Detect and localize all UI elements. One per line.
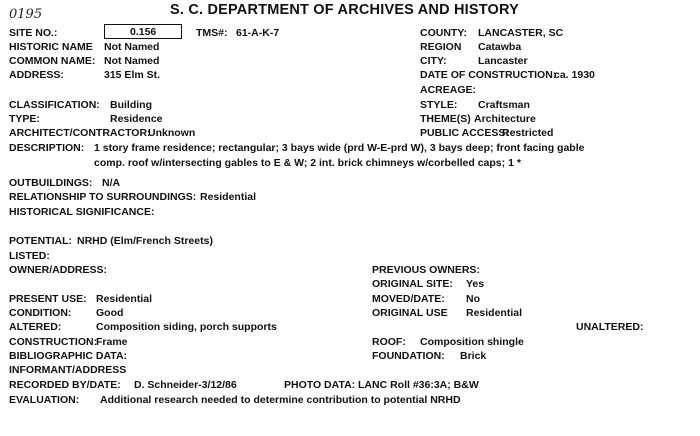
classification-label: CLASSIFICATION:: [9, 99, 100, 111]
style-value: Craftsman: [478, 99, 530, 111]
listed-label: LISTED:: [9, 250, 50, 262]
common-name-value: Not Named: [104, 55, 160, 67]
relationship-value: Residential: [200, 191, 257, 203]
evaluation-label: EVALUATION:: [9, 394, 80, 406]
present-use-value: Residential: [96, 293, 153, 305]
city-label: CITY:: [420, 55, 447, 67]
type-label: TYPE:: [9, 113, 40, 125]
historical-significance-label: HISTORICAL SIGNIFICANCE:: [9, 206, 155, 218]
relationship-label: RELATIONSHIP TO SURROUNDINGS:: [9, 191, 197, 203]
site-no-value: 0.156: [130, 26, 157, 38]
original-use-label: ORIGINAL USE: [372, 307, 448, 319]
owner-address-label: OWNER/ADDRESS:: [9, 264, 108, 276]
description-line-1: 1 story frame residence; rectangular; 3 bays wide (prd W-E-prd W), 3 bays deep; front facing gable: [94, 142, 585, 154]
classification-value: Building: [110, 99, 152, 111]
recorded-value: D. Schneider-3/12/86: [134, 379, 237, 391]
historic-name-label: HISTORIC NAME: [9, 41, 93, 53]
present-use-label: PRESENT USE:: [9, 293, 87, 305]
description-line-2: comp. roof w/intersecting gables to E & W; 2 int. brick chimneys w/corbelled caps; 1 *: [94, 157, 521, 169]
form-title: S. C. DEPARTMENT OF ARCHIVES AND HISTORY: [170, 2, 520, 18]
previous-owners-label: PREVIOUS OWNERS:: [372, 264, 480, 276]
roof-label: ROOF:: [372, 336, 406, 348]
recorded-label: RECORDED BY/DATE:: [9, 379, 121, 391]
informant-label: INFORMANT/ADDRESS: [9, 364, 127, 376]
handwritten-id: 0195: [9, 7, 43, 22]
potential-label: POTENTIAL:: [9, 235, 72, 247]
type-value: Residence: [110, 113, 163, 125]
evaluation-value: Additional research needed to determine contribution to potential NRHD: [100, 394, 461, 406]
photo-data-label: PHOTO DATA:: [284, 379, 356, 391]
architect-value: Unknown: [148, 127, 196, 139]
bibliographic-label: BIBLIOGRAPHIC DATA:: [9, 350, 128, 362]
address-value: 315 Elm St.: [104, 69, 161, 81]
architect-label: ARCHITECT/CONTRACTOR:: [9, 127, 151, 139]
acreage-label: ACREAGE:: [420, 84, 477, 96]
altered-label: ALTERED:: [9, 321, 62, 333]
original-site-label: ORIGINAL SITE:: [372, 278, 453, 290]
construction-label: CONSTRUCTION:: [9, 336, 98, 348]
city-value: Lancaster: [478, 55, 528, 67]
county-label: COUNTY:: [420, 27, 468, 39]
moved-date-value: No: [466, 293, 480, 305]
tms-value: 61-A-K-7: [236, 27, 280, 39]
foundation-label: FOUNDATION:: [372, 350, 445, 362]
county-value: LANCASTER, SC: [478, 27, 564, 39]
moved-date-label: MOVED/DATE:: [372, 293, 445, 305]
altered-value: Composition siding, porch supports: [96, 321, 277, 333]
themes-label: THEME(S): [420, 113, 471, 125]
original-site-value: Yes: [466, 278, 485, 290]
region-label: REGION: [420, 41, 462, 53]
condition-label: CONDITION:: [9, 307, 72, 319]
address-label: ADDRESS:: [9, 69, 64, 81]
construction-value: Frame: [96, 336, 128, 348]
public-access-label: PUBLIC ACCESS:: [420, 127, 509, 139]
construction-date-value: ca. 1930: [554, 69, 595, 81]
themes-value: Architecture: [474, 113, 536, 125]
site-no-label: SITE NO.:: [9, 27, 58, 39]
foundation-value: Brick: [460, 350, 487, 362]
construction-date-label: DATE OF CONSTRUCTION:: [420, 69, 557, 81]
tms-label: TMS#:: [196, 27, 228, 39]
description-label: DESCRIPTION:: [9, 142, 85, 154]
common-name-label: COMMON NAME:: [9, 55, 96, 67]
historic-name-value: Not Named: [104, 41, 160, 53]
unaltered-label: UNALTERED:: [576, 321, 644, 333]
potential-value: NRHD (Elm/French Streets): [77, 235, 213, 247]
original-use-value: Residential: [466, 307, 523, 319]
condition-value: Good: [96, 307, 124, 319]
photo-data-value: LANC Roll #36:3A; B&W: [358, 379, 479, 391]
style-label: STYLE:: [420, 99, 458, 111]
outbuildings-value: N/A: [102, 177, 121, 189]
public-access-value: Restricted: [502, 127, 554, 139]
outbuildings-label: OUTBUILDINGS:: [9, 177, 93, 189]
roof-value: Composition shingle: [420, 336, 524, 348]
region-value: Catawba: [478, 41, 522, 53]
